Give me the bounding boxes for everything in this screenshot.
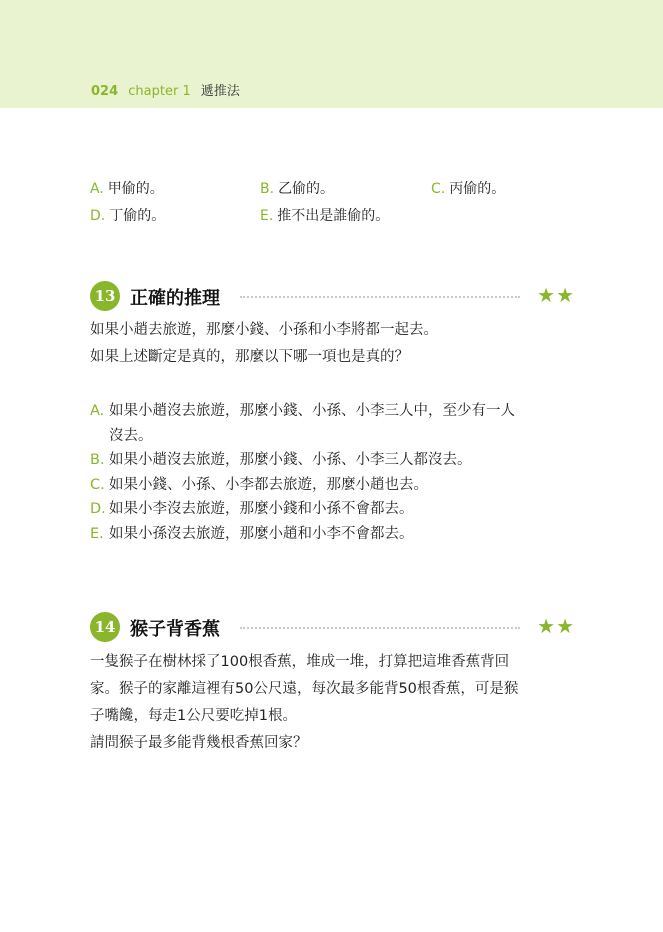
option-text: 甲偷的。	[107, 181, 164, 197]
option-letter: B.	[90, 452, 105, 468]
chapter-title: 遞推法	[200, 84, 240, 99]
question-title: 猴子背香蕉	[130, 619, 220, 640]
option-letter: A.	[90, 181, 104, 197]
choice-c	[90, 473, 590, 498]
choice-text: 如果小孫沒去旅遊，那麼小趙和小李不會都去。	[109, 525, 414, 542]
question-number-badge: 13	[90, 281, 120, 311]
choice-text: 如果小錢、小孫、小李都去旅遊，那麼小趙也去。	[109, 476, 428, 493]
body-line: 一隻猴子在樹林採了100根香蕉，堆成一堆，打算把這堆香蕉背回	[90, 654, 510, 670]
choice-text: 如果小趙沒去旅遊，那麼小錢、小孫、小李三人中，至少有一人	[109, 403, 515, 419]
question-14-body	[90, 649, 590, 757]
option-text: 推不出是誰偷的。	[277, 208, 390, 224]
question-13-choices	[90, 399, 590, 546]
option-e	[260, 205, 389, 225]
option-b	[260, 178, 334, 198]
dotted-leader	[240, 296, 520, 298]
difficulty-stars: ★★	[537, 614, 575, 638]
option-letter: D.	[90, 208, 106, 224]
difficulty-stars: ★★	[537, 283, 575, 307]
question-14-heading	[90, 612, 575, 642]
page-number: 024	[91, 84, 119, 99]
option-letter: E.	[260, 208, 274, 224]
choice-text: 如果小李沒去旅遊，那麼小錢和小孫不會都去。	[109, 501, 414, 517]
option-text: 丙偷的。	[449, 181, 506, 197]
question-13-heading	[90, 281, 575, 311]
option-letter: C.	[90, 476, 105, 493]
question-13-body	[90, 317, 590, 371]
running-head	[91, 80, 240, 99]
choice-b	[90, 448, 590, 473]
option-c	[431, 178, 505, 198]
question-number-badge: 14	[90, 612, 120, 642]
option-d	[90, 205, 165, 225]
body-line: 家。猴子的家離這裡有50公尺遠，每次最多能背50根香蕉，可是猴	[90, 681, 519, 697]
body-line: 如果小趙去旅遊，那麼小錢、小孫和小李將都一起去。	[90, 322, 438, 338]
chapter-label: chapter 1	[128, 84, 191, 99]
choice-text: 如果小趙沒去旅遊，那麼小錢、小孫、小李三人都沒去。	[109, 452, 472, 468]
option-a	[90, 178, 164, 198]
body-line: 子嘴饞，每走1公尺要吃掉1根。	[90, 708, 297, 724]
dotted-leader	[240, 627, 520, 629]
option-letter: D.	[90, 501, 106, 517]
option-letter: B.	[260, 181, 275, 197]
option-letter: C.	[431, 181, 446, 197]
choice-d	[90, 497, 590, 522]
choice-a	[90, 399, 590, 424]
choice-a-continuation: 沒去。	[109, 427, 153, 444]
question-title: 正確的推理	[130, 288, 220, 309]
option-text: 乙偷的。	[278, 181, 335, 197]
option-text: 丁偷的。	[109, 208, 166, 224]
option-letter: E.	[90, 525, 104, 542]
body-line: 請問猴子最多能背幾根香蕉回家？	[90, 735, 308, 751]
choice-e	[90, 522, 590, 547]
body-line: 如果上述斷定是真的，那麼以下哪一項也是真的？	[90, 349, 409, 365]
option-letter: A.	[90, 403, 105, 419]
